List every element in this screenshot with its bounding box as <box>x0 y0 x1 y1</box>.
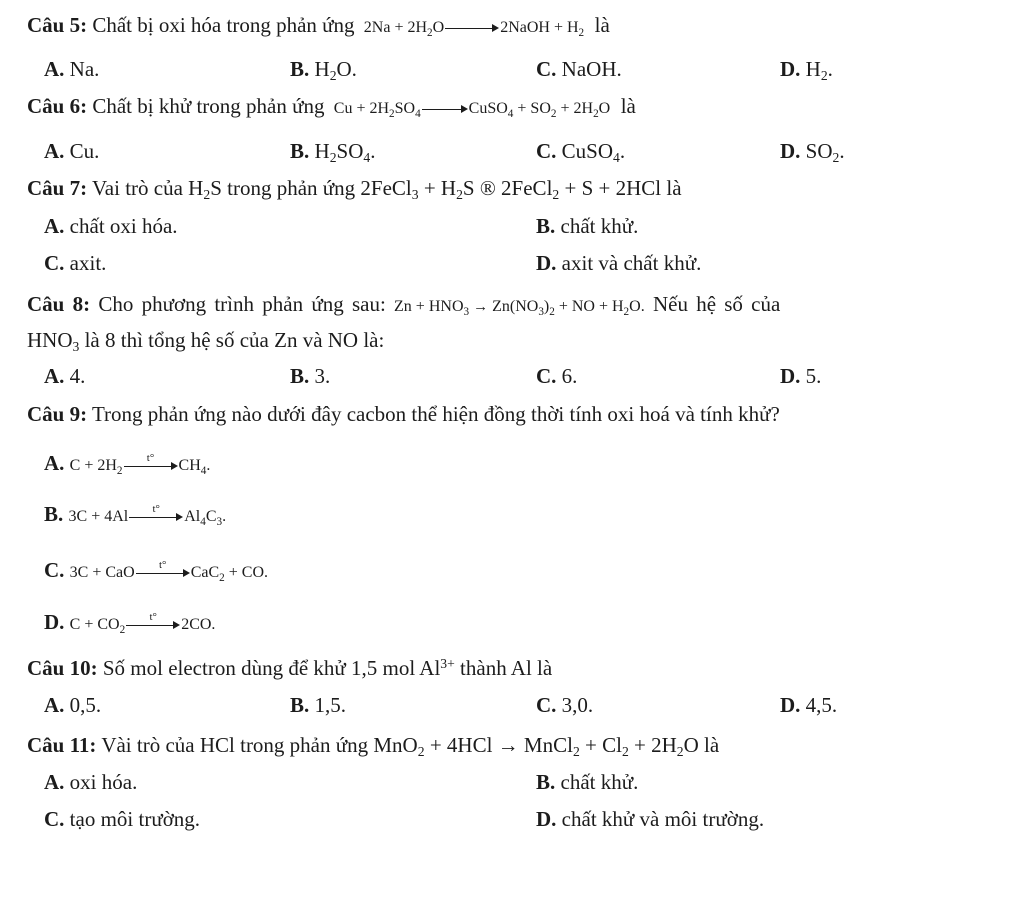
question-label: Câu 9: <box>27 402 88 426</box>
question-label: Câu 10: <box>27 656 98 680</box>
question-label: Câu 8: <box>27 292 91 316</box>
option-c[interactable]: C. 3C + CaO t° CaC$_2$ + CO. <box>44 558 268 584</box>
option-b[interactable]: B. chất khử. <box>536 214 639 238</box>
option-d[interactable]: D. axit và chất khử. <box>536 251 702 275</box>
option-b[interactable]: B. $H_2SO_4$. <box>290 139 376 166</box>
option-d[interactable]: D. $SO_2$. <box>780 139 845 166</box>
question-label: Câu 5: <box>27 13 88 37</box>
reaction-equation: $Cu + 2H_2SO_4$ CuSO$_4$ + $SO_2 + 2H_2O$ <box>333 100 611 120</box>
question-label: Câu 7: <box>27 176 88 200</box>
option-c[interactable]: C. CuSO$_4$. <box>536 139 626 166</box>
option-b[interactable]: B. $H_2O$. <box>290 57 357 84</box>
reaction-equation: $2Na + 2H_2O$ 2NaOH + $H_2$ <box>363 19 585 39</box>
question-label: Câu 11: <box>27 733 97 757</box>
option-d[interactable]: D. $C + CO_2$ t° 2CO. <box>44 610 216 636</box>
question-7: Câu 7: Vai trò của $H_2S$ trong phản ứng 2FeCl$_3$ + $H_2S$ ® 2FeCl$_2$ + S + 2HCl là <box>27 176 682 203</box>
option-c[interactable]: C. tạo môi trường. <box>44 807 201 831</box>
question-9: Câu 9: Trong phản ứng nào dưới đây cacbon thể hiện đồng thời tính oxi hoá và tính khử? <box>27 402 780 426</box>
option-d[interactable]: D. 4,5. <box>780 693 838 717</box>
option-b[interactable]: B. 3. <box>290 364 331 388</box>
question-5: Câu 5: Chất bị oxi hóa trong phản ứng $2Na + 2H_2O$ 2NaOH + $H_2$ là <box>27 13 610 39</box>
heat-arrow: t° <box>124 461 178 471</box>
question-label: Câu 6: <box>27 94 88 118</box>
option-d[interactable]: D. 5. <box>780 364 822 388</box>
question-8: Câu 8: Cho phương trình phản ứng sau: $Zn + HNO_3 \to Zn(NO_3)_2$ + NO + $H_2O$. Nếu hệ số của <box>27 292 781 318</box>
question-6: Câu 6: Chất bị khử trong phản ứng $Cu + 2H_2SO_4$ CuSO$_4$ + $SO_2 + 2H_2O$ là <box>27 94 636 120</box>
option-b[interactable]: B. chất khử. <box>536 770 639 794</box>
option-b[interactable]: B. 3C + 4Al t° $Al_4C_3$. <box>44 502 227 528</box>
reaction-arrow <box>445 23 499 33</box>
option-c[interactable]: C. axit. <box>44 251 107 275</box>
option-a[interactable]: A. $C + 2H_2$ t° $CH_4$. <box>44 451 211 477</box>
question-text: Chất bị khử trong phản ứng <box>92 94 325 118</box>
option-d[interactable]: D. $H_2$. <box>780 57 833 84</box>
heat-arrow: t° <box>129 512 183 522</box>
question-10: Câu 10: Số mol electron dùng để khử 1,5 mol $Al^{3+}$ thành Al là <box>27 656 553 680</box>
option-d[interactable]: D. chất khử và môi trường. <box>536 807 765 831</box>
option-c[interactable]: C. NaOH. <box>536 57 622 81</box>
option-a[interactable]: A. oxi hóa. <box>44 770 138 794</box>
question-text: Chất bị oxi hóa trong phản ứng <box>92 13 355 37</box>
option-a[interactable]: A. Na. <box>44 57 100 81</box>
option-a[interactable]: A. Cu. <box>44 139 100 163</box>
option-a[interactable]: A. 4. <box>44 364 86 388</box>
option-a[interactable]: A. chất oxi hóa. <box>44 214 178 238</box>
reaction-arrow <box>422 104 468 114</box>
question-8-continued: $HNO_3$ là 8 thì tổng hệ số của Zn và NO là: <box>27 328 385 355</box>
heat-arrow: t° <box>126 620 180 630</box>
option-c[interactable]: C. 6. <box>536 364 578 388</box>
option-c[interactable]: C. 3,0. <box>536 693 594 717</box>
option-b[interactable]: B. 1,5. <box>290 693 347 717</box>
question-11: Câu 11: Vài trò của HCl trong phản ứng MnO$_2$ + 4HCl → MnCl$_2$ + $Cl_2 + 2H_2O$ là <box>27 733 720 760</box>
option-a[interactable]: A. 0,5. <box>44 693 102 717</box>
reaction-equation: $Zn + HNO_3 \to Zn(NO_3)_2$ + NO + $H_2O$. <box>394 298 645 318</box>
heat-arrow: t° <box>136 568 190 578</box>
